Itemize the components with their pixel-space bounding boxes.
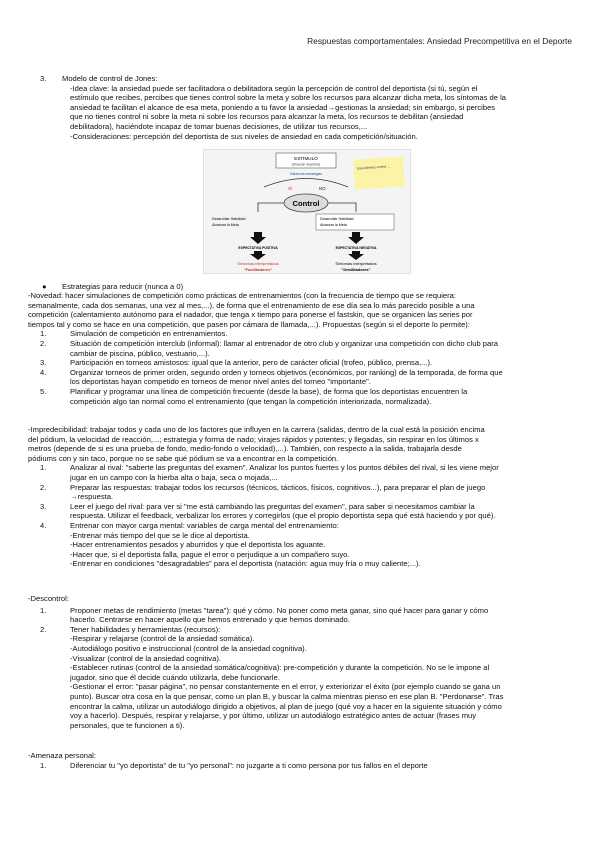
list-item-line: encontrar la calma, utilizar un autodiálogo dirigido a objetivos, al plan de juego (qué voy a hacer en la siguiente situación y cómo xyxy=(70,701,502,711)
list-item-line: -Visualizar (control de la ansiedad cognitiva). xyxy=(70,653,221,663)
descontrol-section xyxy=(28,594,578,730)
novedad-line: competición (calentamiento autónomo para el nadador, que tenga x tiempo para ponerse el fastskin, que se organicen las series por xyxy=(28,310,473,320)
left-down-arrow xyxy=(250,232,266,244)
list-item-line: personales, que te funcionen a ti). xyxy=(70,720,185,730)
left-expectation: EXPECTATIVA POSITIVA xyxy=(238,246,278,250)
yes-label: Sí xyxy=(288,186,293,191)
right-result-2: "Debilitadores" xyxy=(341,267,371,272)
novedad-section xyxy=(28,291,578,406)
stimulus-label: ESTÍMULO xyxy=(294,156,318,161)
list-item-line: -Autodiálogo positivo e instruccional (control de la ansiedad cognitiva). xyxy=(70,643,307,653)
list-number: 3. xyxy=(40,501,47,511)
list-item-line: -Entrenar en condiciones "desagradables" para el deportista (natación: agua muy fría o muy caliente;...). xyxy=(70,559,421,569)
novedad-item xyxy=(28,339,578,358)
list-item-line: Participación en torneos amistosos: igual que la anterior, pero de carácter oficial (trofeo, público, prensa,...). xyxy=(70,358,433,368)
list-number: 2. xyxy=(40,482,47,492)
left-result-2: "Facilitadores" xyxy=(243,267,273,272)
left-item-1: Desarrollar Habilidad xyxy=(212,217,246,221)
sticky-note xyxy=(353,156,405,189)
novedad-item xyxy=(28,387,578,406)
arc-arrow xyxy=(264,179,348,188)
control-label: Control xyxy=(292,199,320,208)
list-item-line: Leer el juego del rival: para ver si "me está cambiando las preguntas del examen", para saber si necesitamos cambiar la xyxy=(70,501,475,511)
jones-line: ansiedad te facilitan el alcance de esa meta, poniendo a tu favor la ansiedad→gestionas la ansiedad; sin embargo, si percibes xyxy=(70,102,496,112)
jones-line: debilitadora), haciéndote incapaz de tomar buenas decisiones, de utilizar tus recursos,... xyxy=(70,121,368,131)
list-number: 1. xyxy=(40,760,47,770)
list-item-line: Preparar las respuestas: trabajar todos los recursos (técnicos, tácticos, físicos, cognitivos...), para preparar el plan de juego xyxy=(70,482,486,492)
list-item-line: punto). Buscar otra cosa en la que pensar, como un plan B, y buscar la calma mientras pienso en ese plan B. "Perdonarse". Tras xyxy=(70,691,504,701)
list-number: 4. xyxy=(40,367,47,377)
list-number: 2. xyxy=(40,624,47,634)
list-number: 1. xyxy=(40,463,47,473)
amenaza-section xyxy=(28,751,578,770)
novedad-line: -Novedad: hacer simulaciones de competición como prácticas de entrenamientos (con la frecuencia de tiempo que se requiera: xyxy=(28,291,457,300)
list-number: 2. xyxy=(40,338,47,348)
list-item-line: respuesta. Utilizar el feedback, verbalizar los errores y corregirlos (que el propio deportista sepa qué está haciendo y por qué). xyxy=(70,511,496,521)
jones-section xyxy=(28,74,578,141)
list-item-line: los deportistas hayan competido en torneos de menor nivel antes del torneo "importante". xyxy=(70,377,371,387)
novedad-item xyxy=(28,368,578,387)
no-label: NO xyxy=(319,186,326,191)
right-item-2: Alcanzar la Meta xyxy=(320,223,347,227)
list-item-line: -Respirar y relajarse (control de la ansiedad somática). xyxy=(70,634,255,644)
novedad-item xyxy=(28,358,578,368)
sticky-note-text: Si percibimos control ... xyxy=(356,164,390,171)
impredecibilidad-line: pódiums con y sin taco, porque no se sabe qué pódium se va a encontrar en la competición. xyxy=(28,453,339,463)
list-item-line: hacerlo. Centrarse en hacer aquello que hemos entrenado y que hemos dominado. xyxy=(70,615,350,625)
amenaza-item xyxy=(28,761,578,771)
list-item-line: Planificar y programar una línea de competición frecuente (desde la base), de forma que los deportistas encuentren la xyxy=(70,386,468,396)
list-item-line: voy a hacerlo). Después, respirar y relajarse, y por último, utilizar un autodiálogo estratégico antes de actuar (frases muy xyxy=(70,711,477,721)
list-item-line: jugador, sino que él decide cuándo utilizarla, debe funcionarle. xyxy=(70,672,280,682)
jones-control-diagram xyxy=(203,149,411,274)
amenaza-title: -Amenaza personal: xyxy=(28,751,96,760)
list-item-line: Proponer metas de rendimiento (metas "tarea"): qué y cómo. No poner como meta ganar, sino qué hacer para ganar y cómo xyxy=(70,605,489,615)
jones-line: -Idea clave: la ansiedad puede ser facilitadora o debilitadora según la percepción de control del deportista (si tú, según el xyxy=(70,83,478,93)
list-item-line: -Gestionar el error: "pasar página", no pensar constantemente en el error, y exteriorizar el éxito (por ejemplo cuando se gana un xyxy=(70,682,501,692)
list-item-line: Analizar al rival: "saberte las preguntas del examen". Analizar los puntos fuertes y los puntos débiles del rival, si les viene mejor xyxy=(70,463,499,473)
strategies-line: ● Estrategias para reducir (nunca a 0) xyxy=(42,282,184,291)
impredecibilidad-line: metros (depende de si es una prueba de fondo, medio-fondo o velocidad),...). También, con respecto a la salida, trabajarla desde xyxy=(28,444,462,454)
impredecibilidad-item xyxy=(28,463,578,482)
right-down-arrow xyxy=(348,232,364,244)
novedad-line: semanalmente, cada dos semanas, una vez al mes,...), de forma que el entrenamiento de ese día sea lo más parecido posible a una xyxy=(28,300,475,310)
list-number: 3. xyxy=(40,358,47,368)
right-result-1: Síntomas interpretados xyxy=(335,261,377,266)
list-item-line: jugar en un campo con la hierba alta o baja, seca o mojada,... xyxy=(70,472,278,482)
descontrol-item xyxy=(28,625,578,731)
descontrol-item xyxy=(28,606,578,625)
impredecibilidad-item xyxy=(28,521,578,569)
left-item-2: Alcanzar la Meta xyxy=(212,223,239,227)
novedad-item xyxy=(28,329,578,339)
list-item-line: -Hacer que, si el deportista falla, pague el error o perjudique a un compañero suyo. xyxy=(70,549,350,559)
jones-line: estímulo que recibes, percibes que tienes control sobre la meta y sobre los recursos para alcanzar dicha meta, los síntomas de la xyxy=(70,93,507,103)
impredecibilidad-line: -Impredecibilidad: trabajar todos y cada uno de los factores que influyen en la carrera (salidas, dentro de la cual está la posición encima xyxy=(28,425,485,434)
right-item-1: Desarrollar Habilidad xyxy=(320,217,354,221)
jones-heading: 3. Modelo de control de Jones: xyxy=(40,74,158,83)
impredecibilidad-item xyxy=(28,502,578,521)
jones-body xyxy=(28,84,578,142)
left-result-1: Síntomas interpretados xyxy=(237,261,279,266)
jones-line: que no tienes control ni sobre la meta ni sobre los recursos para alcanzar la meta, los recursos te debilitan (ansiedad xyxy=(70,112,464,122)
impredecibilidad-line: del pódium, la velocidad de reacción,...; estrategia y forma de nado; virajes rápidos y potentes; y llegadas, sin respirar en los últimos x xyxy=(28,434,479,444)
novedad-line: tiempos tal y como se hace en una competición, que pasen por cámara de llamada,...). Propuestas (según si el deporte lo permite): xyxy=(28,319,470,329)
jones-line: -Consideraciones: percepción del deportista de sus niveles de ansiedad en cada competición/situación. xyxy=(70,131,418,141)
list-item-line: cambiar de piscina, público, vestuario,...). xyxy=(70,348,210,358)
list-number: 1. xyxy=(40,329,47,339)
list-item-line: competición algo tan normal como el entrenamiento (que tengan la competición interiorizada, normalizada). xyxy=(70,396,432,406)
list-item-line: -Hacer entrenamientos pesados y aburridos y que el deportista los aguante. xyxy=(70,540,326,550)
impredecibilidad-section xyxy=(28,425,578,569)
list-item-line: Organizar torneos de primer orden, segundo orden y torneos objetivos (económicos, por ranking) de la temporada, de forma que xyxy=(70,367,503,377)
list-item-line: →respuesta. xyxy=(70,492,114,502)
list-item-line: -Establecer rutinas (control de la ansiedad somática/cognitiva): pre-competición y durante la competición. No se le impone al xyxy=(70,663,490,673)
stimulus-sub: (situación deportiva) xyxy=(291,162,321,167)
list-item-line: -Entrenar más tiempo del que se le dice al deportista. xyxy=(70,530,250,540)
descontrol-title: -Descontrol: xyxy=(28,594,69,603)
bullet-icon: ● xyxy=(42,282,47,291)
list-item-line: Simulación de competición en entrenamientos. xyxy=(70,329,228,339)
arrow-label: Influencia estrategias xyxy=(289,172,323,176)
list-number: 5. xyxy=(40,386,47,396)
impredecibilidad-item xyxy=(28,483,578,502)
list-number: 4. xyxy=(40,520,47,530)
right-expectation: EXPECTATIVA NEGATIVA xyxy=(335,246,377,250)
list-item-line: Situación de competición interclub (informal): llamar al entrenador de otro club y organizar una competición con dicho club para xyxy=(70,338,499,348)
list-item-line: Diferenciar tu "yo deportista" de tu "yo personal": no juzgarte a ti como persona por tus fallos en el deporte xyxy=(70,760,428,770)
list-item-line: Entrenar con mayor carga mental: variables de carga mental del entrenamiento: xyxy=(70,520,339,530)
list-item-line: Tener habilidades y herramientas (recursos): xyxy=(70,624,221,634)
page-header: Respuestas comportamentales: Ansiedad Precompetitiva en el Deporte xyxy=(307,36,572,46)
list-number: 1. xyxy=(40,605,47,615)
